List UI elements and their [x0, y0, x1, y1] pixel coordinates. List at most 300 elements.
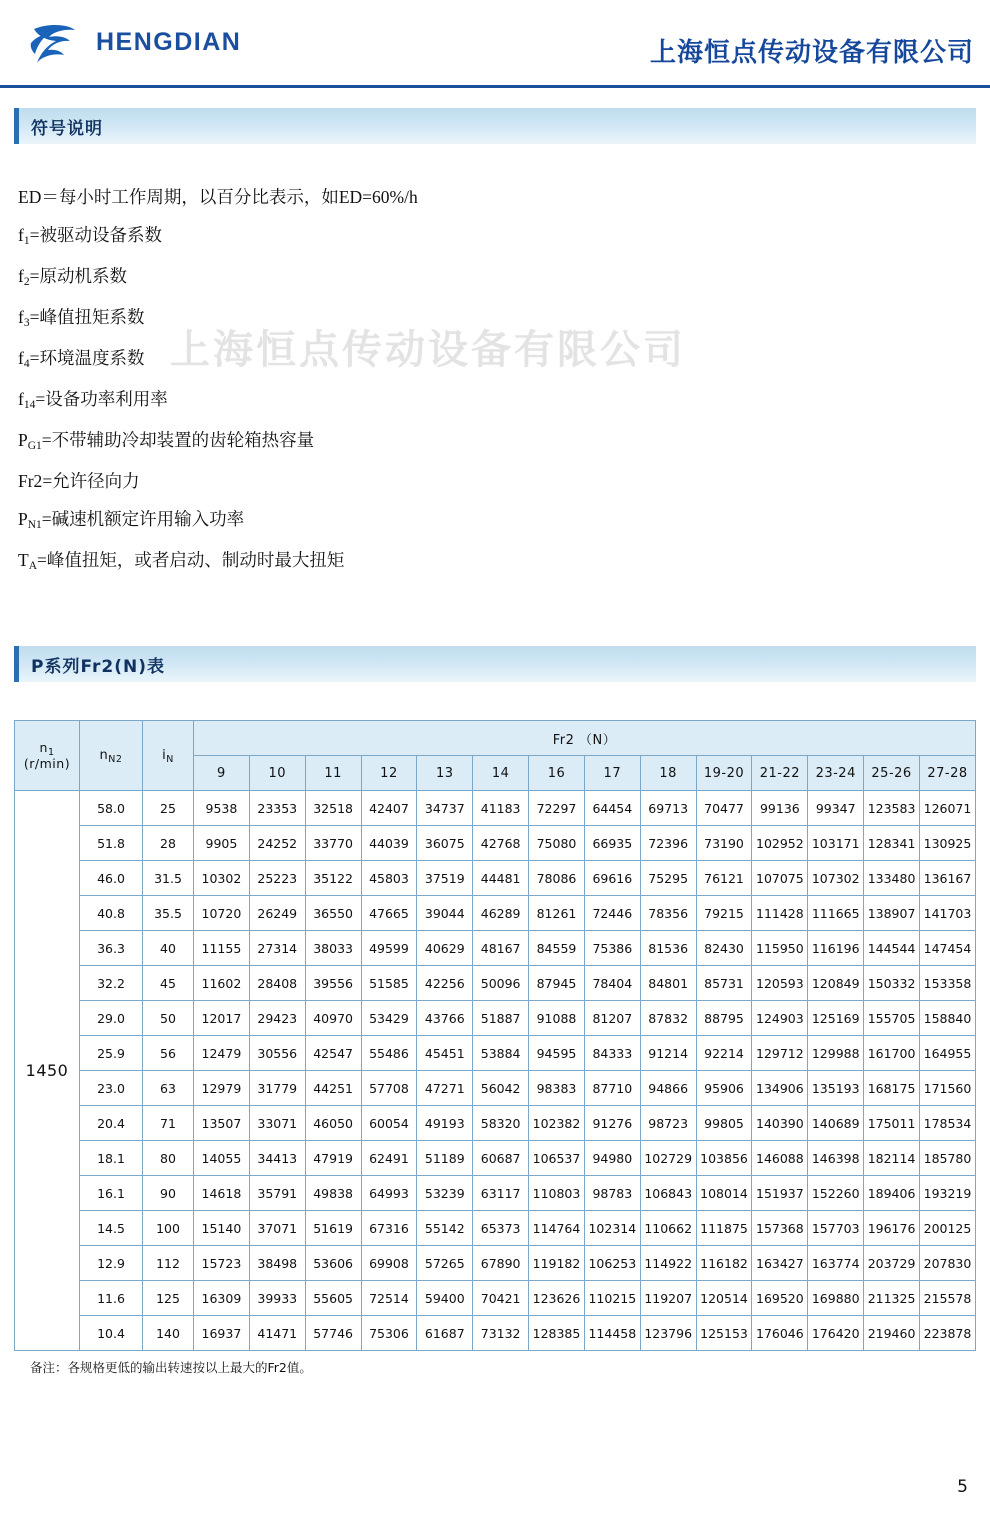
cell-fr2: 29423: [249, 1001, 305, 1036]
cell-fr2: 157368: [752, 1211, 808, 1246]
cell-fr2: 64993: [361, 1176, 417, 1211]
cell-i: 35.5: [143, 896, 194, 931]
cell-fr2: 111665: [808, 896, 864, 931]
list-item: [18, 380, 990, 421]
cell-fr2: 43766: [417, 1001, 473, 1036]
cell-fr2: 55605: [305, 1281, 361, 1316]
cell-fr2: 98723: [640, 1106, 696, 1141]
cell-fr2: 53239: [417, 1176, 473, 1211]
cell-fr2: 50096: [473, 966, 529, 1001]
cell-fr2: 152260: [808, 1176, 864, 1211]
cell-fr2: 116196: [808, 931, 864, 966]
cell-n2: 58.0: [80, 791, 143, 826]
cell-fr2: 51585: [361, 966, 417, 1001]
cell-fr2: 146398: [808, 1141, 864, 1176]
symbol-name: f: [18, 266, 24, 286]
list-item: [18, 257, 990, 298]
cell-i: 140: [143, 1316, 194, 1351]
cell-fr2: 125169: [808, 1001, 864, 1036]
cell-fr2: 99347: [808, 791, 864, 826]
cell-fr2: 203729: [864, 1246, 920, 1281]
symbol-subscript: 3: [23, 317, 30, 329]
column-header-i-symbol: i: [162, 748, 167, 763]
table-row: [15, 931, 976, 966]
column-header-n1-symbol: n: [39, 739, 48, 755]
symbol-description: =不带辅助冷却装置的齿轮箱热容量: [41, 430, 315, 450]
cell-fr2: 35122: [305, 861, 361, 896]
cell-fr2: 61687: [417, 1316, 473, 1351]
company-name: 上海恒点传动设备有限公司: [649, 38, 974, 68]
cell-fr2: 161700: [864, 1036, 920, 1071]
cell-fr2: 12017: [194, 1001, 250, 1036]
cell-fr2: 102382: [529, 1106, 585, 1141]
cell-fr2: 10720: [194, 896, 250, 931]
cell-i: 25: [143, 791, 194, 826]
cell-fr2: 56042: [473, 1071, 529, 1106]
cell-fr2: 128385: [529, 1316, 585, 1351]
table-row: [15, 1246, 976, 1281]
cell-fr2: 102952: [752, 826, 808, 861]
cell-fr2: 84559: [529, 931, 585, 966]
cell-fr2: 41471: [249, 1316, 305, 1351]
symbol-name: Fr2: [18, 471, 43, 491]
symbol-description: =峰值扭矩系数: [29, 307, 145, 327]
cell-i: 63: [143, 1071, 194, 1106]
cell-fr2: 94595: [529, 1036, 585, 1071]
cell-fr2: 169880: [808, 1281, 864, 1316]
cell-fr2: 26249: [249, 896, 305, 931]
cell-fr2: 141703: [919, 896, 975, 931]
cell-fr2: 44039: [361, 826, 417, 861]
list-item: [18, 541, 990, 582]
watermark-text: 上海恒点传动设备有限公司: [170, 327, 686, 373]
section-title-fr2-table: [14, 646, 976, 682]
symbol-subscript: 1: [23, 235, 30, 247]
cell-fr2: 123583: [864, 791, 920, 826]
cell-fr2: 75386: [584, 931, 640, 966]
cell-fr2: 114922: [640, 1246, 696, 1281]
cell-fr2: 47271: [417, 1071, 473, 1106]
list-item: [18, 500, 990, 541]
symbol-definition-list: [18, 178, 990, 582]
cell-n1-value: 1450: [15, 791, 80, 1351]
cell-fr2: 92214: [696, 1036, 752, 1071]
cell-fr2: 129988: [808, 1036, 864, 1071]
cell-n2: 40.8: [80, 896, 143, 931]
cell-n2: 12.9: [80, 1246, 143, 1281]
cell-fr2: 53884: [473, 1036, 529, 1071]
cell-fr2: 70421: [473, 1281, 529, 1316]
cell-fr2: 103171: [808, 826, 864, 861]
cell-n2: 51.8: [80, 826, 143, 861]
fr2-table-container: [14, 720, 976, 1376]
cell-fr2: 126071: [919, 791, 975, 826]
cell-fr2: 123796: [640, 1316, 696, 1351]
symbol-subscript: 4: [23, 358, 30, 370]
cell-i: 56: [143, 1036, 194, 1071]
table-row: [15, 1001, 976, 1036]
table-row: [15, 1036, 976, 1071]
section-title-symbols-label: 符号说明: [31, 118, 103, 139]
cell-fr2: 45803: [361, 861, 417, 896]
column-header-size-18: 18: [640, 756, 696, 791]
cell-fr2: 140689: [808, 1106, 864, 1141]
cell-fr2: 39933: [249, 1281, 305, 1316]
table-row: [15, 1141, 976, 1176]
cell-fr2: 138907: [864, 896, 920, 931]
list-item: [18, 216, 990, 257]
cell-n2: 23.0: [80, 1071, 143, 1106]
symbol-description: =峰值扭矩，或者启动、制动时最大扭矩: [37, 550, 345, 570]
cell-fr2: 169520: [752, 1281, 808, 1316]
cell-fr2: 51887: [473, 1001, 529, 1036]
cell-fr2: 72446: [584, 896, 640, 931]
column-header-size-13: 13: [417, 756, 473, 791]
cell-fr2: 81536: [640, 931, 696, 966]
symbol-description: =被驱动设备系数: [29, 225, 162, 245]
cell-fr2: 88795: [696, 1001, 752, 1036]
cell-fr2: 41183: [473, 791, 529, 826]
cell-fr2: 57265: [417, 1246, 473, 1281]
cell-fr2: 49193: [417, 1106, 473, 1141]
cell-fr2: 151937: [752, 1176, 808, 1211]
table-body: [15, 791, 976, 1351]
page-header: [0, 0, 990, 88]
cell-fr2: 57708: [361, 1071, 417, 1106]
cell-fr2: 91276: [584, 1106, 640, 1141]
cell-fr2: 124903: [752, 1001, 808, 1036]
table-row: [15, 966, 976, 1001]
cell-fr2: 46289: [473, 896, 529, 931]
section-title-symbols: [14, 108, 976, 144]
cell-i: 28: [143, 826, 194, 861]
cell-i: 80: [143, 1141, 194, 1176]
cell-fr2: 95906: [696, 1071, 752, 1106]
cell-n2: 32.2: [80, 966, 143, 1001]
table-row: [15, 861, 976, 896]
cell-i: 40: [143, 931, 194, 966]
cell-fr2: 103856: [696, 1141, 752, 1176]
section-title-fr2-label: P系列Fr2(N)表: [31, 656, 165, 677]
column-header-size-11: 11: [305, 756, 361, 791]
cell-fr2: 55486: [361, 1036, 417, 1071]
cell-i: 45: [143, 966, 194, 1001]
cell-fr2: 16937: [194, 1316, 250, 1351]
cell-n2: 25.9: [80, 1036, 143, 1071]
cell-fr2: 36550: [305, 896, 361, 931]
cell-fr2: 45451: [417, 1036, 473, 1071]
cell-fr2: 53429: [361, 1001, 417, 1036]
cell-i: 50: [143, 1001, 194, 1036]
cell-fr2: 106537: [529, 1141, 585, 1176]
cell-fr2: 78356: [640, 896, 696, 931]
cell-fr2: 62491: [361, 1141, 417, 1176]
column-header-size-25-26: 25-26: [864, 756, 920, 791]
column-header-size-19-20: 19-20: [696, 756, 752, 791]
column-header-size-27-28: 27-28: [919, 756, 975, 791]
symbol-subscript: 2: [23, 276, 30, 288]
cell-fr2: 42256: [417, 966, 473, 1001]
symbol-description: =碱速机额定许用输入功率: [41, 509, 245, 529]
cell-fr2: 47919: [305, 1141, 361, 1176]
cell-fr2: 107302: [808, 861, 864, 896]
cell-fr2: 11155: [194, 931, 250, 966]
brand-logo: [28, 20, 241, 66]
cell-fr2: 37071: [249, 1211, 305, 1246]
cell-fr2: 106253: [584, 1246, 640, 1281]
cell-fr2: 60687: [473, 1141, 529, 1176]
cell-fr2: 55142: [417, 1211, 473, 1246]
cell-fr2: 30556: [249, 1036, 305, 1071]
cell-fr2: 57746: [305, 1316, 361, 1351]
cell-fr2: 98383: [529, 1071, 585, 1106]
cell-fr2: 158840: [919, 1001, 975, 1036]
cell-fr2: 111875: [696, 1211, 752, 1246]
cell-fr2: 98783: [584, 1176, 640, 1211]
cell-i: 31.5: [143, 861, 194, 896]
cell-fr2: 39044: [417, 896, 473, 931]
column-header-n1: [15, 721, 80, 791]
cell-fr2: 119207: [640, 1281, 696, 1316]
cell-fr2: 110803: [529, 1176, 585, 1211]
cell-fr2: 114458: [584, 1316, 640, 1351]
column-group-header-fr2: Fr2 （N）: [194, 721, 976, 756]
table-note: 备注：各规格更低的输出转速按以上最大的Fr2值。: [30, 1360, 312, 1375]
cell-fr2: 51619: [305, 1211, 361, 1246]
cell-fr2: 91214: [640, 1036, 696, 1071]
cell-fr2: 48167: [473, 931, 529, 966]
cell-fr2: 28408: [249, 966, 305, 1001]
cell-fr2: 150332: [864, 966, 920, 1001]
cell-n2: 11.6: [80, 1281, 143, 1316]
cell-fr2: 120593: [752, 966, 808, 1001]
cell-fr2: 78086: [529, 861, 585, 896]
cell-fr2: 40970: [305, 1001, 361, 1036]
cell-fr2: 84801: [640, 966, 696, 1001]
cell-fr2: 175011: [864, 1106, 920, 1141]
cell-fr2: 128341: [864, 826, 920, 861]
cell-fr2: 133480: [864, 861, 920, 896]
cell-fr2: 114764: [529, 1211, 585, 1246]
cell-fr2: 110215: [584, 1281, 640, 1316]
cell-fr2: 9905: [194, 826, 250, 861]
column-header-n2: [80, 721, 143, 791]
cell-fr2: 42407: [361, 791, 417, 826]
cell-fr2: 140390: [752, 1106, 808, 1141]
cell-fr2: 102314: [584, 1211, 640, 1246]
column-header-n2-symbol: n: [99, 748, 109, 763]
list-item: [18, 178, 990, 216]
cell-fr2: 108014: [696, 1176, 752, 1211]
symbol-name: P: [18, 430, 28, 450]
cell-fr2: 34413: [249, 1141, 305, 1176]
cell-fr2: 215578: [919, 1281, 975, 1316]
cell-fr2: 60054: [361, 1106, 417, 1141]
page-number: 5: [957, 1477, 968, 1497]
cell-fr2: 12979: [194, 1071, 250, 1106]
symbol-name: T: [18, 550, 29, 570]
cell-fr2: 42547: [305, 1036, 361, 1071]
cell-fr2: 10302: [194, 861, 250, 896]
table-row: [15, 1281, 976, 1316]
cell-fr2: 46050: [305, 1106, 361, 1141]
cell-fr2: 120849: [808, 966, 864, 1001]
cell-fr2: 107075: [752, 861, 808, 896]
cell-fr2: 37519: [417, 861, 473, 896]
cell-fr2: 16309: [194, 1281, 250, 1316]
symbol-name: f: [18, 348, 24, 368]
cell-fr2: 87710: [584, 1071, 640, 1106]
cell-fr2: 123626: [529, 1281, 585, 1316]
column-header-i: [143, 721, 194, 791]
cell-fr2: 69616: [584, 861, 640, 896]
table-header-row: [15, 721, 976, 756]
cell-fr2: 164955: [919, 1036, 975, 1071]
cell-fr2: 136167: [919, 861, 975, 896]
cell-fr2: 27314: [249, 931, 305, 966]
cell-fr2: 36075: [417, 826, 473, 861]
cell-fr2: 168175: [864, 1071, 920, 1106]
symbol-subscript: N1: [27, 519, 42, 531]
cell-fr2: 44481: [473, 861, 529, 896]
cell-fr2: 163774: [808, 1246, 864, 1281]
symbol-name: P: [18, 509, 28, 529]
cell-fr2: 219460: [864, 1316, 920, 1351]
cell-fr2: 87832: [640, 1001, 696, 1036]
cell-fr2: 33071: [249, 1106, 305, 1141]
cell-fr2: 163427: [752, 1246, 808, 1281]
cell-i: 90: [143, 1176, 194, 1211]
cell-fr2: 25223: [249, 861, 305, 896]
brand-wordmark: HENGDIAN: [96, 28, 242, 56]
table-row: [15, 1316, 976, 1351]
cell-i: 125: [143, 1281, 194, 1316]
cell-fr2: 129712: [752, 1036, 808, 1071]
cell-fr2: 78404: [584, 966, 640, 1001]
cell-fr2: 34737: [417, 791, 473, 826]
cell-fr2: 14055: [194, 1141, 250, 1176]
table-header: [15, 721, 976, 791]
cell-fr2: 14618: [194, 1176, 250, 1211]
cell-fr2: 13507: [194, 1106, 250, 1141]
cell-fr2: 185780: [919, 1141, 975, 1176]
cell-fr2: 178534: [919, 1106, 975, 1141]
cell-fr2: 81207: [584, 1001, 640, 1036]
cell-fr2: 49838: [305, 1176, 361, 1211]
cell-fr2: 24252: [249, 826, 305, 861]
symbol-subscript: 14: [23, 399, 36, 411]
symbol-subscript: A: [28, 560, 38, 572]
cell-fr2: 75295: [640, 861, 696, 896]
fr2-table: [14, 720, 976, 1351]
cell-fr2: 82430: [696, 931, 752, 966]
symbol-description: =设备功率利用率: [35, 389, 168, 409]
cell-fr2: 120514: [696, 1281, 752, 1316]
cell-fr2: 85731: [696, 966, 752, 1001]
column-header-size-12: 12: [361, 756, 417, 791]
table-row: [15, 896, 976, 931]
cell-fr2: 11602: [194, 966, 250, 1001]
cell-fr2: 94866: [640, 1071, 696, 1106]
cell-fr2: 31779: [249, 1071, 305, 1106]
cell-fr2: 64454: [584, 791, 640, 826]
cell-fr2: 51189: [417, 1141, 473, 1176]
symbol-name: f: [18, 389, 24, 409]
column-header-n1-unit: (r/min): [23, 755, 71, 771]
cell-fr2: 79215: [696, 896, 752, 931]
cell-fr2: 69908: [361, 1246, 417, 1281]
cell-fr2: 32518: [305, 791, 361, 826]
table-row: [15, 1211, 976, 1246]
column-header-n1-subscript: 1: [47, 746, 55, 758]
symbol-subscript: G1: [27, 440, 42, 452]
cell-fr2: 53606: [305, 1246, 361, 1281]
symbol-description: =环境温度系数: [29, 348, 145, 368]
cell-fr2: 134906: [752, 1071, 808, 1106]
cell-fr2: 75080: [529, 826, 585, 861]
cell-n2: 29.0: [80, 1001, 143, 1036]
cell-fr2: 39556: [305, 966, 361, 1001]
cell-i: 71: [143, 1106, 194, 1141]
symbol-name: ED: [18, 187, 42, 207]
cell-fr2: 44251: [305, 1071, 361, 1106]
cell-fr2: 67890: [473, 1246, 529, 1281]
cell-n2: 16.1: [80, 1176, 143, 1211]
cell-fr2: 35791: [249, 1176, 305, 1211]
table-row: [15, 1176, 976, 1211]
cell-fr2: 40629: [417, 931, 473, 966]
symbol-description: =原动机系数: [29, 266, 127, 286]
table-row: [15, 1071, 976, 1106]
cell-fr2: 116182: [696, 1246, 752, 1281]
cell-fr2: 171560: [919, 1071, 975, 1106]
cell-fr2: 91088: [529, 1001, 585, 1036]
column-header-n2-subscript: N2: [108, 754, 123, 765]
symbol-name: f: [18, 307, 24, 327]
cell-fr2: 38033: [305, 931, 361, 966]
cell-fr2: 65373: [473, 1211, 529, 1246]
cell-fr2: 182114: [864, 1141, 920, 1176]
table-row: [15, 791, 976, 826]
cell-fr2: 59400: [417, 1281, 473, 1316]
cell-fr2: 135193: [808, 1071, 864, 1106]
cell-fr2: 157703: [808, 1211, 864, 1246]
cell-fr2: 87945: [529, 966, 585, 1001]
cell-fr2: 176046: [752, 1316, 808, 1351]
cell-fr2: 102729: [640, 1141, 696, 1176]
cell-fr2: 72297: [529, 791, 585, 826]
cell-fr2: 153358: [919, 966, 975, 1001]
cell-fr2: 69713: [640, 791, 696, 826]
cell-fr2: 119182: [529, 1246, 585, 1281]
cell-fr2: 144544: [864, 931, 920, 966]
cell-fr2: 38498: [249, 1246, 305, 1281]
cell-fr2: 9538: [194, 791, 250, 826]
symbol-name: f: [18, 225, 24, 245]
cell-fr2: 42768: [473, 826, 529, 861]
column-header-size-14: 14: [473, 756, 529, 791]
list-item: [18, 298, 990, 339]
cell-fr2: 146088: [752, 1141, 808, 1176]
cell-fr2: 15140: [194, 1211, 250, 1246]
cell-fr2: 106843: [640, 1176, 696, 1211]
cell-fr2: 47665: [361, 896, 417, 931]
cell-fr2: 155705: [864, 1001, 920, 1036]
cell-fr2: 66935: [584, 826, 640, 861]
list-item: [18, 339, 990, 380]
cell-fr2: 67316: [361, 1211, 417, 1246]
cell-fr2: 33770: [305, 826, 361, 861]
